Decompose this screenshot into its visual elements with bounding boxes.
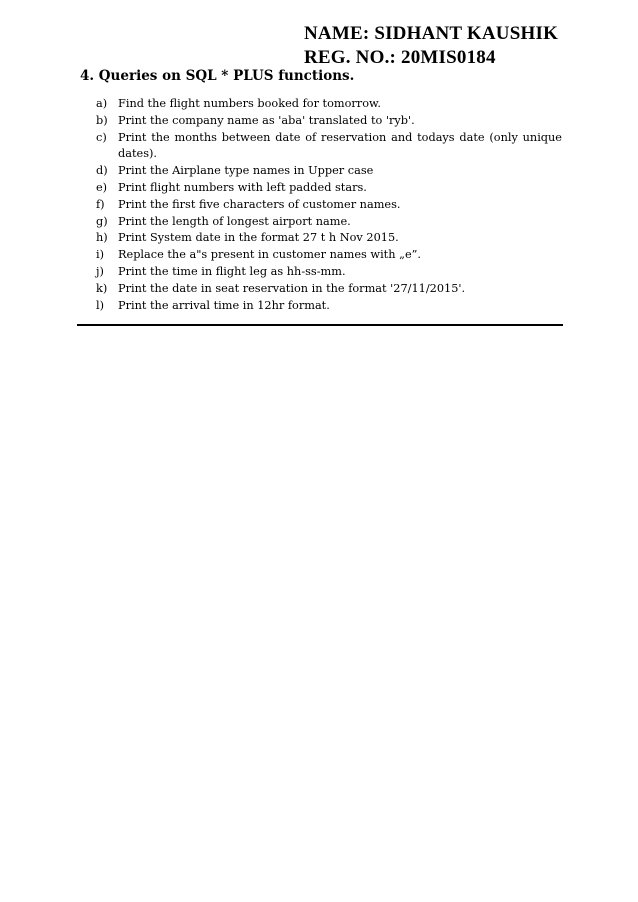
list-marker: g) [96, 214, 108, 228]
query-text: Print the arrival time in 12hr format. [118, 298, 330, 312]
list-item [96, 247, 562, 264]
list-marker: j) [96, 264, 104, 278]
list-item [96, 197, 562, 214]
list-marker: a) [96, 97, 108, 110]
query-list [96, 96, 562, 314]
query-text: Print the Airplane type names in Upper case [118, 164, 374, 178]
list-item [96, 96, 562, 113]
query-text: Print System date in the format 27 t h Nov 2015. [118, 231, 399, 245]
list-item [96, 281, 562, 298]
section-heading: 4. Queries on SQL * PLUS functions. [80, 68, 355, 84]
horizontal-divider [77, 324, 563, 326]
list-marker: h) [96, 231, 108, 245]
list-item [96, 298, 562, 315]
query-text: Replace the a"s present in customer names with „e”. [118, 248, 421, 262]
list-item [96, 180, 562, 197]
list-marker: i) [96, 248, 105, 262]
list-marker: f) [96, 197, 105, 211]
query-text: Print the length of longest airport name. [118, 214, 351, 228]
query-text: Print the company name as 'aba' translated to 'ryb'. [118, 113, 415, 127]
student-header [304, 22, 558, 70]
query-text: Print the first five characters of customer names. [118, 197, 401, 211]
query-text: Print flight numbers with left padded stars. [118, 180, 367, 194]
registration-number: REG. NO.: 20MIS0184 [304, 47, 496, 68]
list-item [96, 264, 562, 281]
list-item [96, 113, 562, 130]
list-marker: d) [96, 164, 108, 178]
list-item [96, 130, 562, 164]
query-text: Print the time in flight leg as hh-ss-mm. [118, 264, 346, 278]
list-item [96, 163, 562, 180]
list-item [96, 230, 562, 247]
list-marker: b) [96, 113, 108, 127]
list-marker: k) [96, 281, 108, 295]
list-marker: l) [96, 298, 105, 312]
query-text: Print the date in seat reservation in the format '27/11/2015'. [118, 281, 466, 295]
list-marker: e) [96, 180, 108, 194]
list-marker: c) [96, 130, 107, 144]
list-item [96, 214, 562, 231]
query-text: Print the months between date of reservation and todays date (only unique dates). [118, 130, 562, 161]
query-text: Find the flight numbers booked for tomorrow. [118, 97, 381, 110]
student-name: NAME: SIDHANT KAUSHIK [304, 23, 559, 44]
